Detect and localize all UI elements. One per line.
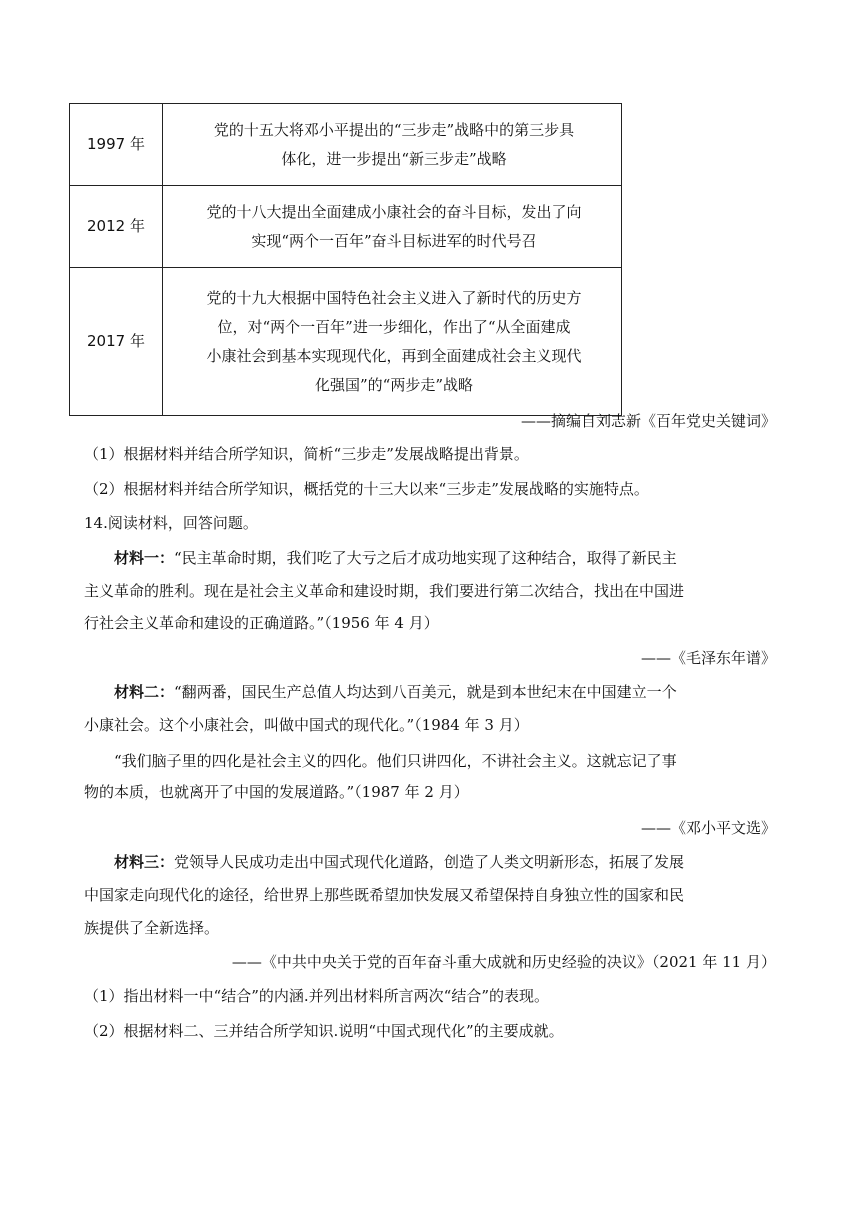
material-2-source: ——《邓小平文选》: [640, 819, 776, 837]
material-1-label: 材料一：: [114, 549, 175, 567]
strategy-timeline-table: [69, 103, 622, 416]
year-cell: 2017 年: [70, 268, 163, 416]
table-row: [70, 186, 622, 268]
material-3-label: 材料三：: [114, 853, 175, 871]
material-1-line: [114, 547, 677, 569]
event-line: 小康社会到基本实现现代化，再到全面建成社会主义现代: [206, 346, 582, 365]
material-1-line: 主义革命的胜利。现在是社会主义革命和建设时期，我们要进行第二次结合，找出在中国进: [84, 582, 685, 600]
event-cell: [163, 186, 622, 268]
question-13-part-1: （1）根据材料并结合所学知识，简析“三步走”发展战略提出背景。: [84, 445, 529, 463]
event-line: 化强国”的“两步走”战略: [314, 375, 473, 394]
material-2-line: [114, 681, 677, 703]
material-2-line: 物的本质，也就离开了中国的发展道路。”（1987 年 2 月）: [84, 783, 469, 801]
table-row: [70, 104, 622, 186]
source-citation: ——摘编自刘志新《百年党史关键词》: [520, 412, 776, 430]
material-3-text: 党领导人民成功走出中国式现代化道路，创造了人类文明新形态，拓展了发展: [174, 853, 685, 871]
material-2-label: 材料二：: [114, 683, 175, 701]
event-line: 党的十九大根据中国特色社会主义进入了新时代的历史方: [206, 288, 582, 307]
question-14-part-2: （2）根据材料二、三并结合所学知识.说明“中国式现代化”的主要成就。: [84, 1022, 564, 1040]
table-row: [70, 268, 622, 416]
material-2-line: “我们脑子里的四化是社会主义的四化。他们只讲四化，不讲社会主义。这就忘记了事: [114, 752, 677, 770]
material-3-line: 中国家走向现代化的途径，给世界上那些既希望加快发展又希望保持自身独立性的国家和民: [84, 886, 685, 904]
event-line: 实现“两个一百年”奋斗目标进军的时代号召: [251, 231, 537, 250]
year-cell: 2012 年: [70, 186, 163, 268]
question-14-heading: 14.阅读材料，回答问题。: [84, 514, 258, 532]
event-cell: [163, 268, 622, 416]
event-line: 位，对“两个一百年”进一步细化，作出了“从全面建成: [217, 317, 571, 336]
event-cell: [163, 104, 622, 186]
material-1-source: ——《毛泽东年谱》: [640, 649, 776, 667]
material-3-line: [114, 851, 684, 873]
event-line: 党的十八大提出全面建成小康社会的奋斗目标，发出了向: [206, 202, 582, 221]
question-13-part-2: （2）根据材料并结合所学知识，概括党的十三大以来“三步走”发展战略的实施特点。: [84, 480, 649, 498]
event-line: 党的十五大将邓小平提出的“三步走”战略中的第三步具: [213, 120, 575, 139]
event-line: 体化，进一步提出“新三步走”战略: [281, 149, 507, 168]
question-14-part-1: （1）指出材料一中“结合”的内涵.并列出材料所言两次“结合”的表现。: [84, 987, 549, 1005]
material-1-text: “民主革命时期，我们吃了大亏之后才成功地实现了这种结合，取得了新民主: [174, 549, 677, 567]
material-3-line: 族提供了全新选择。: [84, 919, 220, 937]
material-3-source: ——《中共中央关于党的百年奋斗重大成就和历史经验的决议》（2021 年 11 月）: [231, 953, 776, 971]
material-2-line: 小康社会。这个小康社会，叫做中国式的现代化。”（1984 年 3 月）: [84, 716, 529, 734]
material-1-line: 行社会主义革命和建设的正确道路。”（1956 年 4 月）: [84, 614, 439, 632]
year-cell: 1997 年: [70, 104, 163, 186]
material-2-text: “翻两番，国民生产总值人均达到八百美元，就是到本世纪末在中国建立一个: [174, 683, 677, 701]
